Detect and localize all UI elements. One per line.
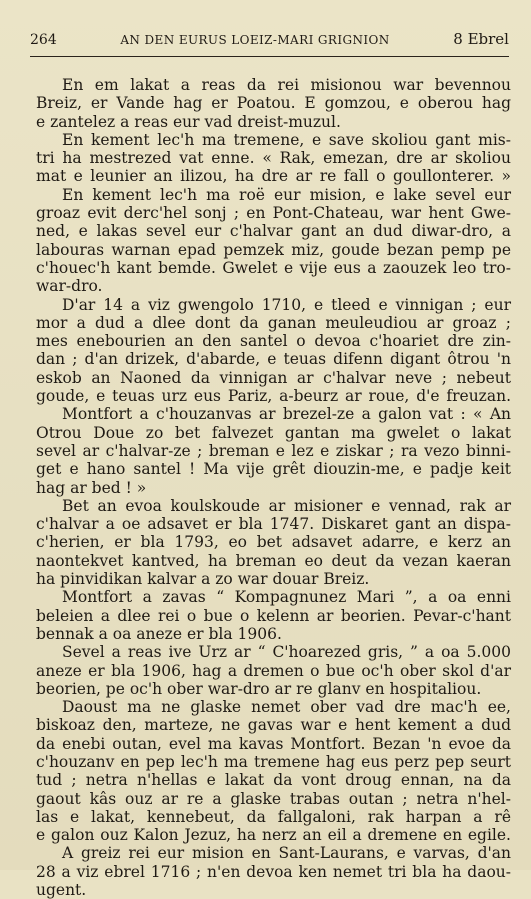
text-line: sevel ar c'halvar-ze ; breman e lez e ziskar ; ra vezo binni- xyxy=(36,441,511,460)
text-line: aneze er bla 1906, hag a dremen o bue oc'h ober skol d'ar xyxy=(36,661,511,680)
header-rule xyxy=(30,56,509,57)
text-line: biskoaz den, marteze, ne gavas war e hent kement a dud xyxy=(36,716,511,735)
text-line: En kement lec'h ma roë eur mision, e lake sevel eur xyxy=(62,185,511,204)
text-line: Otrou Doue zo bet falvezet gantan ma gwelet o lakat xyxy=(36,423,511,442)
page-number: 264 xyxy=(30,32,57,48)
text-line: Sevel a reas ive Urz ar “ C'hoarezed gris, ” a oa 5.000 xyxy=(62,643,511,662)
text-line: eskob an Naoned da vinnigan ar c'halvar neve ; nebeut xyxy=(36,368,511,387)
text-line: En kement lec'h ma tremene, e save skoliou gant mis- xyxy=(62,130,511,149)
text-line: Daoust ma ne glaske nemet ober vad dre mac'h ee, xyxy=(62,698,511,717)
text-line: tud ; netra n'hellas e lakat da vont droug ennan, na da xyxy=(36,771,511,790)
text-line: ugent. xyxy=(36,881,87,899)
text-line: naontekvet kantved, ha breman eo deut da vezan kaeran xyxy=(36,551,511,570)
text-line: bennak a oa aneze er bla 1906. xyxy=(36,624,282,643)
text-line: c'halvar a oe adsavet er bla 1747. Diskaret gant an dispa- xyxy=(36,515,511,534)
body-text xyxy=(36,76,511,899)
text-line: Montfort a c'houzanvas ar brezel-ze a galon vat : « An xyxy=(62,405,511,424)
text-line: ned, e lakas sevel eur c'halvar gant an dud diwar-dro, a xyxy=(36,222,511,241)
text-line: beleien a dlee rei o bue o kelenn ar beorien. Pevar-c'hant xyxy=(36,606,511,625)
text-line: groaz evit derc'hel sonj ; en Pont-Chateau, war hent Gwe- xyxy=(36,204,511,223)
text-line: las e lakat, kennebeut, da fallgaloni, rak harpan a rê xyxy=(36,807,511,826)
running-title: AN DEN EURUS LOEIZ-MARI GRIGNION xyxy=(120,33,390,47)
text-line: D'ar 14 a viz gwengolo 1710, e tleed e vinnigan ; eur xyxy=(62,295,511,314)
text-line: get e hano santel ! Ma vije grêt diouzin-me, e padje keit xyxy=(36,460,511,479)
text-line: c'houec'h kant bemde. Gwelet e vije eus a zaouzek leo tro- xyxy=(36,258,511,277)
text-line: 28 a viz ebrel 1716 ; n'en devoa ken nemet tri bla ha daou- xyxy=(36,862,511,881)
text-line: da enebi outan, evel ma kavas Montfort. Bezan 'n evoe da xyxy=(36,734,511,753)
header-date: 8 Ebrel xyxy=(453,30,509,48)
text-line: mor a dud a dlee dont da ganan meuleudiou ar groaz ; xyxy=(36,313,511,332)
text-line: mes enebourien an den santel o devoa c'hoariet dre zin- xyxy=(36,332,511,351)
text-line: tri ha mestrezed vat enne. « Rak, emezan, dre ar skoliou xyxy=(36,149,511,168)
text-line: labouras warnan epad pemzek miz, goude bezan pemp pe xyxy=(36,240,511,259)
text-line: goude, e teuas urz eus Pariz, a-beurz ar roue, d'e freuzan. xyxy=(36,387,511,406)
text-line: En em lakat a reas da rei misionou war bevennou xyxy=(62,76,511,94)
text-line: beorien, pe oc'h ober war-dro ar re glanv en hospitaliou. xyxy=(36,679,482,698)
text-line: hag ar bed ! » xyxy=(36,478,147,497)
text-line: dan ; d'an drizek, d'abarde, e teuas difenn digant ôtrou 'n xyxy=(36,350,511,369)
running-header xyxy=(30,30,509,52)
text-line: Bet an evoa koulskoude ar misioner e vennad, rak ar xyxy=(62,496,511,515)
text-line: c'houzanv en pep lec'h ma tremene hag eus perz pep seurt xyxy=(36,752,511,771)
text-line: e zantelez a reas eur vad dreist-muzul. xyxy=(36,112,341,131)
text-line: ha pinvidikan kalvar a zo war douar Breiz. xyxy=(36,570,370,589)
text-line: Montfort a zavas “ Kompagnunez Mari ”, a oa enni xyxy=(62,588,511,607)
text-line: c'herien, er bla 1793, eo bet adsavet adarre, e kerz an xyxy=(36,533,511,552)
text-line: gaout kâs ouz ar re a glaske trabas outan ; netra n'hel- xyxy=(36,789,511,808)
text-line: e galon ouz Kalon Jezuz, ha nerz an eil a dremene en egile. xyxy=(36,826,511,845)
text-line: A greiz rei eur mision en Sant-Laurans, e varvas, d'an xyxy=(62,844,511,863)
text-line: Breiz, er Vande hag er Poatou. E gomzou, e oberou hag xyxy=(36,94,511,113)
text-line: mat e leunier an ilizou, ha dre ar re fall o goullonterer. » xyxy=(36,167,511,186)
text-line: war-dro. xyxy=(36,277,103,296)
